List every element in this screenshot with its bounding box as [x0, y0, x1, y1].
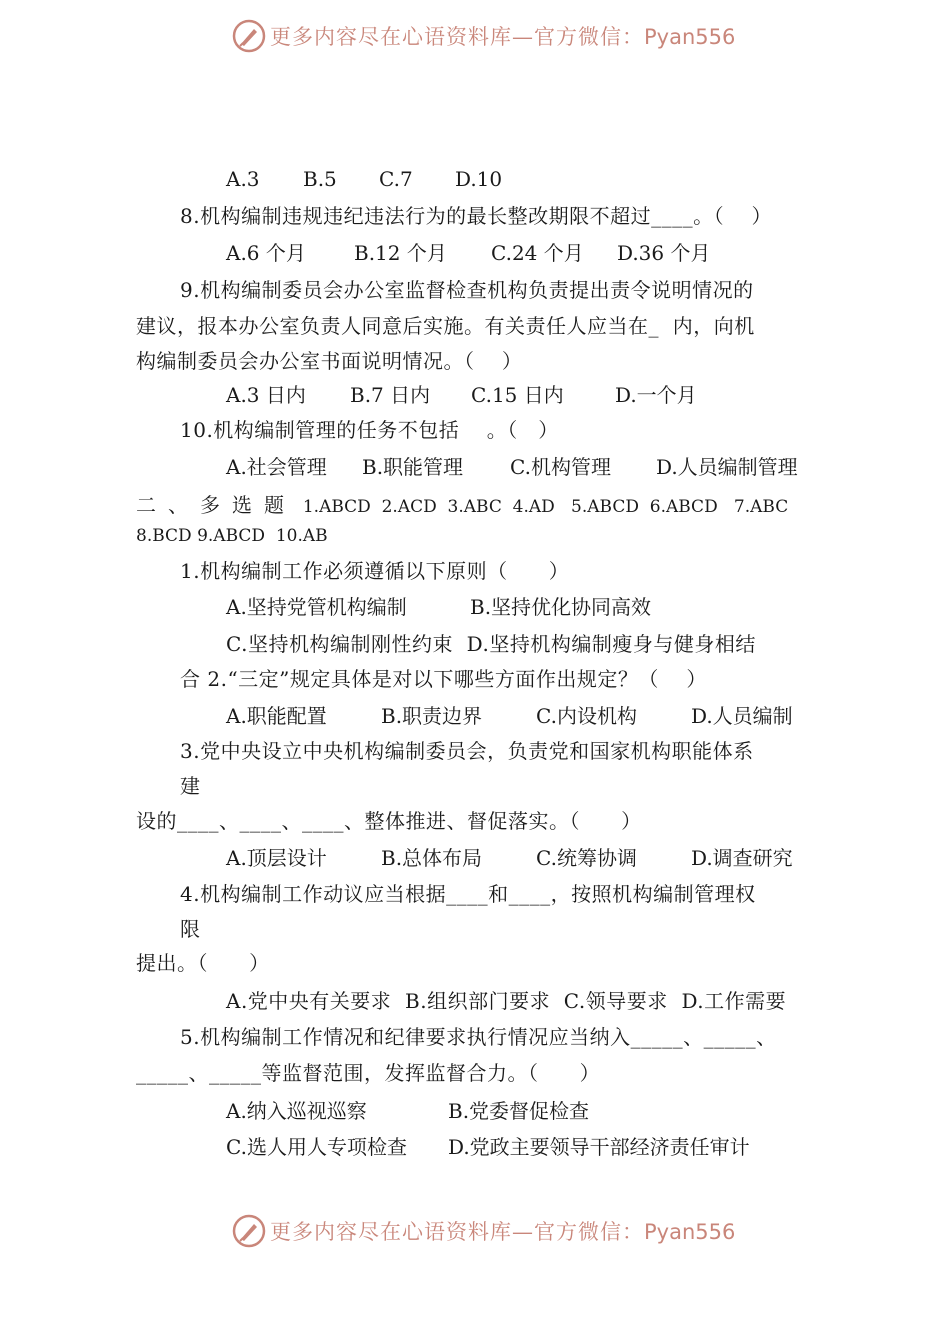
m4-line-2: 限: [180, 917, 201, 941]
m4-line-1: 4.机构编制工作动议应当根据____和____，按照机构编制管理权: [180, 882, 756, 906]
m3-option-d: D.调查研究: [691, 846, 793, 870]
m3-option-a: A.顶层设计: [226, 846, 327, 870]
m5-option-d: D.党政主要领导干部经济责任审计: [448, 1135, 750, 1159]
q9-line-1: 9.机构编制委员会办公室监督检查机构负责提出责令说明情况的: [180, 278, 754, 302]
q8-option-d: D.36 个月: [617, 241, 711, 265]
m4-line-3: 提出。（ ）: [136, 951, 270, 975]
m2-option-d: D.人员编制: [691, 704, 793, 728]
q8-option-a: A.6 个月: [226, 241, 306, 265]
m1-question: 1.机构编制工作必须遵循以下原则（ ）: [180, 559, 570, 583]
q9-line-3: 构编制委员会办公室书面说明情况。（ ）: [136, 349, 523, 373]
m1-option-b: B.坚持优化协同高效: [470, 595, 652, 619]
q9-option-a: A.3 日内: [226, 383, 306, 407]
section-2-title: 二、多选题: [136, 493, 296, 517]
q7-option-b: B.5: [303, 167, 337, 191]
watermark-text: 更多内容尽在心语资料库—官方微信：Pyan556: [270, 25, 736, 49]
q10-question: 10.机构编制管理的任务不包括 。（ ）: [180, 418, 559, 442]
q10-option-d: D.人员编制管理: [656, 455, 798, 479]
m2-question: 合 2.“三定”规定具体是对以下哪些方面作出规定？（ ）: [180, 667, 707, 691]
m3-option-c: C.统筹协调: [536, 846, 637, 870]
m4-options: A.党中央有关要求 B.组织部门要求 C.领导要求 D.工作需要: [226, 989, 787, 1013]
footer-watermark: [232, 1211, 735, 1251]
q9-option-d: D.一个月: [615, 383, 697, 407]
m3-option-b: B.总体布局: [381, 846, 483, 870]
q10-option-b: B.职能管理: [362, 455, 464, 479]
m5-option-c: C.选人用人专项检查: [226, 1135, 407, 1159]
m5-option-b: B.党委督促检查: [448, 1099, 590, 1123]
q9-option-b: B.7 日内: [350, 383, 431, 407]
q9-option-c: C.15 日内: [471, 383, 564, 407]
m5-line-1: 5.机构编制工作情况和纪律要求执行情况应当纳入_____、_____、: [180, 1025, 777, 1049]
section-2-header: [136, 492, 788, 520]
m2-option-c: C.内设机构: [536, 704, 637, 728]
m1-option-cd: C.坚持机构编制刚性约束 D.坚持机构编制瘦身与健身相结: [226, 632, 756, 656]
m3-line-3: 设的____、____、____、整体推进、督促落实。（ ）: [136, 809, 642, 833]
quill-logo-icon: [232, 1214, 266, 1248]
watermark-text: 更多内容尽在心语资料库—官方微信：Pyan556: [270, 1220, 736, 1244]
answers-line-2: 8.BCD 9.ABCD 10.AB: [136, 526, 328, 546]
q7-option-c: C.7: [379, 167, 413, 191]
q8-option-b: B.12 个月: [354, 241, 447, 265]
m5-option-a: A.纳入巡视巡察: [226, 1099, 367, 1123]
q7-option-a: A.3: [226, 167, 260, 191]
q10-option-a: A.社会管理: [226, 455, 327, 479]
q9-line-2: 建议，报本办公室负责人同意后实施。有关责任人应当在_ 内，向机: [136, 314, 755, 338]
q8-question: 8.机构编制违规违纪违法行为的最长整改期限不超过____。（ ）: [180, 204, 773, 228]
q10-option-c: C.机构管理: [510, 455, 611, 479]
m1-option-a: A.坚持党管机构编制: [226, 595, 407, 619]
quill-logo-icon: [232, 19, 266, 53]
m2-option-a: A.职能配置: [226, 704, 327, 728]
answers-line-1: 1.ABCD 2.ACD 3.ABC 4.AD 5.ABCD 6.ABCD 7.ABC: [302, 497, 789, 517]
m5-line-2: _____、_____等监督范围，发挥监督合力。（ ）: [136, 1061, 601, 1085]
q7-option-d: D.10: [455, 167, 503, 191]
m3-line-2: 建: [180, 774, 201, 798]
m2-option-b: B.职责边界: [381, 704, 483, 728]
q8-option-c: C.24 个月: [491, 241, 584, 265]
m3-line-1: 3.党中央设立中央机构编制委员会，负责党和国家机构职能体系: [180, 739, 754, 763]
header-watermark: [232, 16, 735, 56]
